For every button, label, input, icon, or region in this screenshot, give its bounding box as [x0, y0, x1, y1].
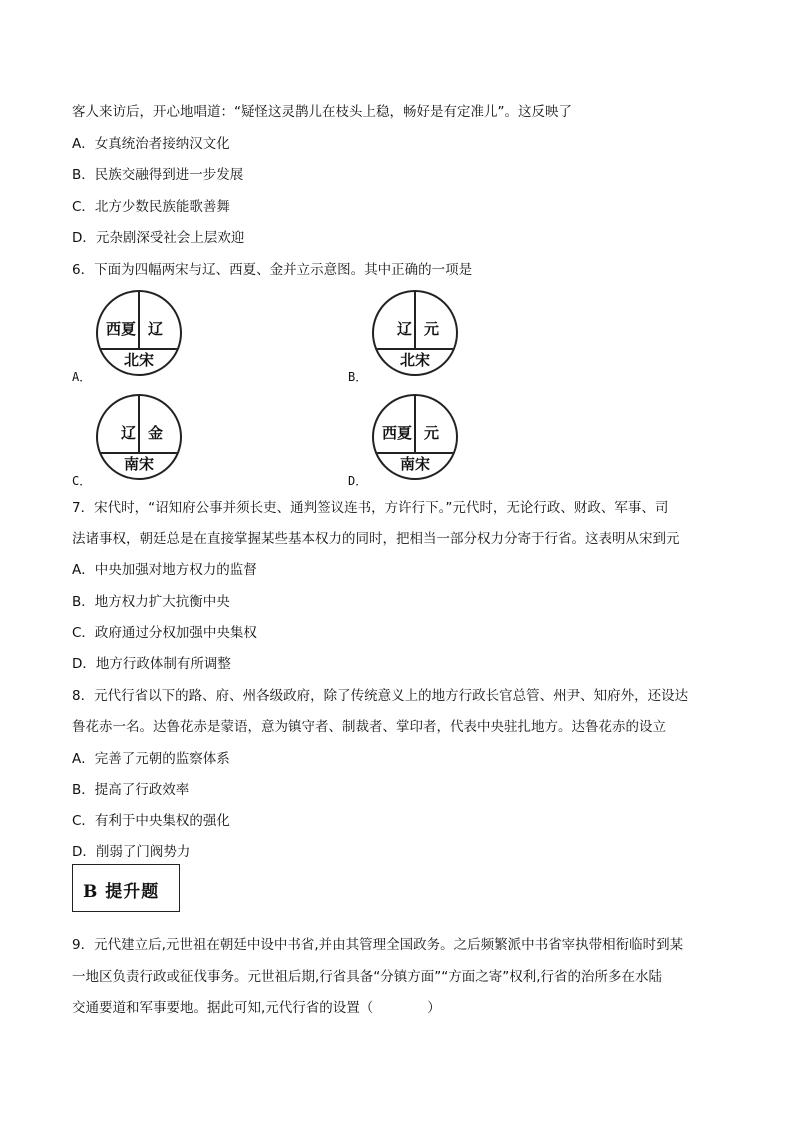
left-region-label: 西夏 [105, 320, 136, 338]
option-letter: A． [72, 370, 92, 384]
territory-circle-diagram [372, 290, 458, 376]
question-7-stem-cont: 法诸事权，朝廷总是在直接掌握某些基本权力的同时，把相当一部分权力分寄于行省。这表明从宋到元 [72, 531, 680, 547]
left-region-label: 辽 [396, 320, 412, 338]
option-b[interactable]: B．民族交融得到进一步发展 [72, 167, 244, 183]
section-header-box [72, 864, 180, 912]
right-region-label: 元 [424, 424, 440, 442]
territory-circle-diagram [96, 290, 182, 376]
question-9-stem: 9．元代建立后,元世祖在朝廷中设中书省,并由其管理全国政务。之后频繁派中书省宰执带相衔临时到某 [72, 937, 684, 953]
left-region-label: 辽 [120, 424, 136, 442]
question-9-stem-cont: 交通要道和军事要地。据此可知,元代行省的设置（ ） [72, 1000, 441, 1016]
right-region-label: 元 [424, 320, 440, 338]
option-d[interactable]: D．元杂剧深受社会上层欢迎 [72, 230, 245, 246]
option-b[interactable]: B．地方权力扩大抗衡中央 [72, 594, 230, 610]
option-letter: B． [348, 370, 368, 384]
question-8-stem: 8．元代行省以下的路、府、州各级政府，除了传统意义上的地方行政长官总管、州尹、知府外，还设达 [72, 688, 689, 704]
option-d[interactable]: D．削弱了门阀势力 [72, 844, 191, 860]
right-region-label: 辽 [148, 320, 164, 338]
diagram-option-c[interactable] [72, 394, 272, 489]
diagram-option-a[interactable] [72, 290, 272, 385]
diagram-option-d[interactable] [348, 394, 548, 489]
question-9-stem-cont: 一地区负责行政或征伐事务。元世祖后期,行省具备“分镇方面”“方面之寄”权利,行省的治所多在水陆 [72, 969, 663, 985]
option-letter: C． [72, 474, 92, 488]
option-a[interactable]: A．女真统治者接纳汉文化 [72, 136, 230, 152]
option-b[interactable]: B．提高了行政效率 [72, 782, 190, 798]
section-title: B 提升题 [83, 882, 160, 902]
question-text-line: 客人来访后，开心地唱道：“疑怪这灵鹊儿在枝头上稳，畅好是有定准儿”。这反映了 [72, 104, 572, 120]
territory-circle-diagram [372, 394, 458, 480]
bottom-region-label: 南宋 [399, 455, 430, 473]
option-d[interactable]: D．地方行政体制有所调整 [72, 656, 231, 672]
question-6-stem: 6．下面为四幅两宋与辽、西夏、金并立示意图。其中正确的一项是 [72, 262, 473, 278]
bottom-region-label: 北宋 [123, 351, 154, 369]
option-c[interactable]: C．政府通过分权加强中央集权 [72, 625, 257, 641]
bottom-region-label: 南宋 [123, 455, 154, 473]
left-region-label: 西夏 [381, 424, 412, 442]
question-8-stem-cont: 鲁花赤一名。达鲁花赤是蒙语，意为镇守者、制裁者、掌印者，代表中央驻扎地方。达鲁花赤的设立 [72, 719, 666, 735]
question-7-stem: 7．宋代时，“诏知府公事并须长吏、通判签议连书，方许行下。”元代时，无论行政、财政、军事、司 [72, 500, 669, 516]
option-letter: D． [348, 474, 368, 488]
option-a[interactable]: A．完善了元朝的监察体系 [72, 751, 230, 767]
diagram-option-b[interactable] [348, 290, 548, 385]
option-a[interactable]: A．中央加强对地方权力的监督 [72, 562, 257, 578]
right-region-label: 金 [148, 424, 164, 442]
option-c[interactable]: C．有利于中央集权的强化 [72, 813, 230, 829]
option-c[interactable]: C．北方少数民族能歌善舞 [72, 199, 230, 215]
territory-circle-diagram [96, 394, 182, 480]
bottom-region-label: 北宋 [399, 351, 430, 369]
